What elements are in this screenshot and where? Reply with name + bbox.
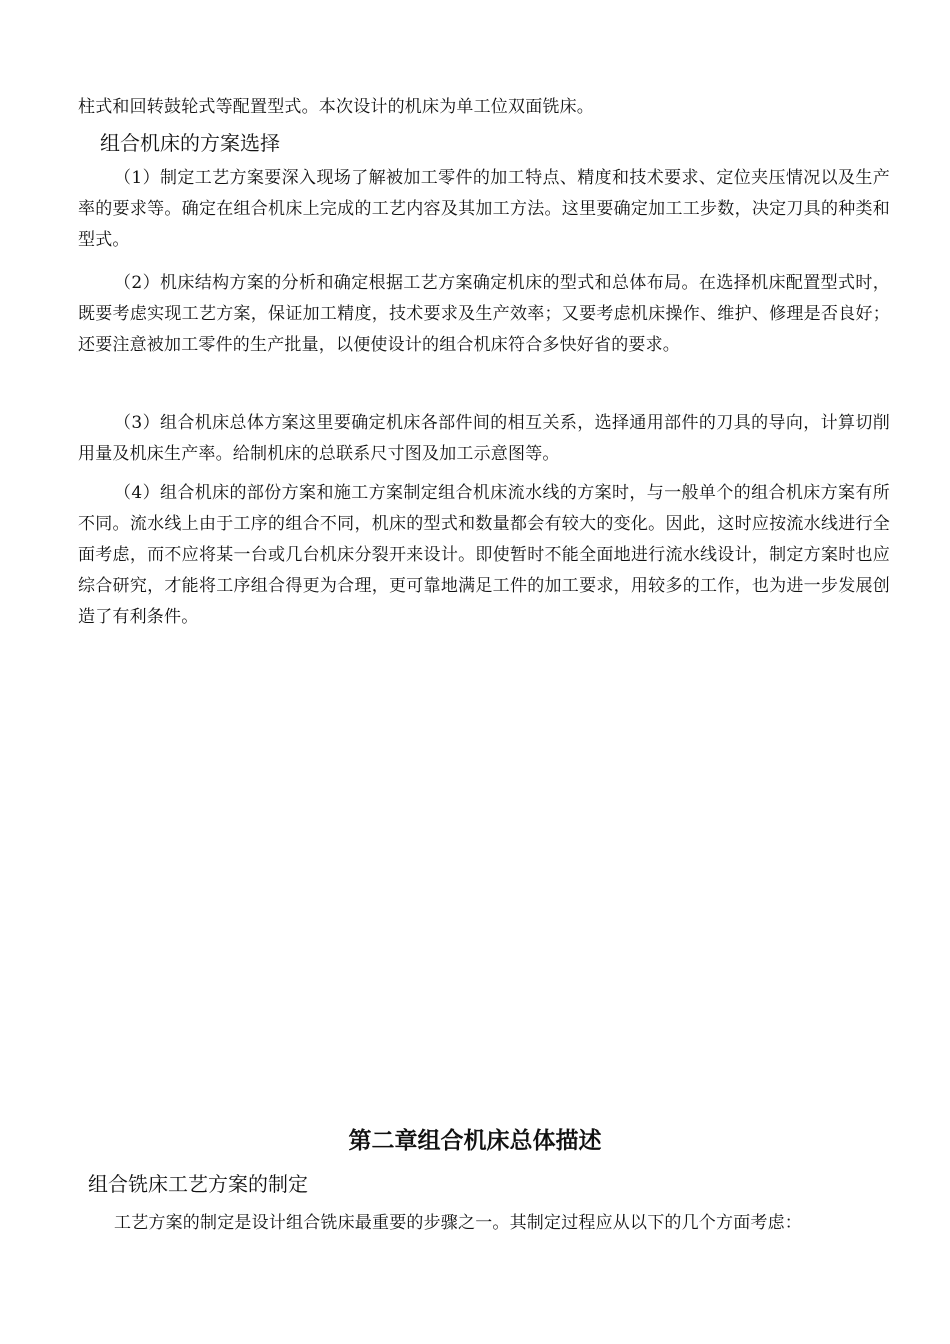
continuation-paragraph: 柱式和回转鼓轮式等配置型式。本次设计的机床为单工位双面铣床。 — [78, 97, 594, 117]
section-heading-scheme-selection: 组合机床的方案选择 — [100, 131, 280, 155]
chapter-title: 第二章组合机床总体描述 — [348, 1128, 602, 1154]
list-item-1: （1）制定工艺方案要深入现场了解被加工零件的加工特点、精度和技术要求、定位夹压情况以及生产率的要求等。确定在组合机床上完成的工艺内容及其加工方法。这里要确定加工工步数，决定刀具的种类和型式。 — [78, 168, 890, 250]
list-item-2: （2）机床结构方案的分析和确定根据工艺方案确定机床的型式和总体布局。在选择机床配置型式时，既要考虑实现工艺方案，保证加工精度，技术要求及生产效率；又要考虑机床操作、维护、修理是否良好；还要注意被加工零件的生产批量，以便使设计的组合机床符合多快好省的要求。 — [78, 273, 890, 355]
list-item-4: （4）组合机床的部份方案和施工方案制定组合机床流水线的方案时，与一般单个的组合机床方案有所不同。流水线上由于工序的组合不同，机床的型式和数量都会有较大的变化。因此，这时应按流水线进行全面考虑，而不应将某一台或几台机床分裂开来设计。即使暂时不能全面地进行流水线设计，制定方案时也应综合研究，才能将工序组合得更为合理，更可靠地满足工件的加工要求，用较多的工作，也为进一步发展创造了有利条件。 — [78, 483, 890, 627]
list-item-3: （3）组合机床总体方案这里要确定机床各部件间的相互关系，选择通用部件的刀具的导向，计算切削用量及机床生产率。给制机床的总联系尺寸图及加工示意图等。 — [78, 413, 890, 464]
section-heading-process-scheme: 组合铣床工艺方案的制定 — [88, 1172, 308, 1196]
section2-paragraph: 工艺方案的制定是设计组合铣床最重要的步骤之一。其制定过程应从以下的几个方面考虑： — [114, 1213, 802, 1233]
